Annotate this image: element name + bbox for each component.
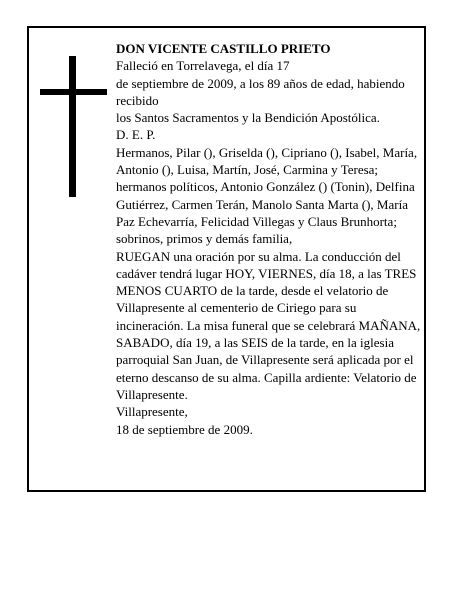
place-line: Villapresente,: [116, 404, 188, 420]
cross-horizontal-bar: [40, 89, 107, 95]
death-announcement-line-1: Falleció en Torrelavega, el día 17: [116, 58, 290, 74]
family-paragraph: Hermanos, Pilar (), Griselda (), Cipriano (), Isabel, María, Antonio (), Luisa, Martín, José, Carmina y Teresa; hermanos políticos, Antonio González () (Tonin), Delfina Gutiérrez, Carmen Terán, Manolo Santa Marta (), María Paz Echevarría, Felicidad Villegas y Claus Brunhorta; sobrinos, primos y demás familia,: [116, 144, 418, 247]
ceremony-paragraph: RUEGAN una oración por su alma. La conducción del cadáver tendrá lugar HOY, VIERNES, día 18, a las TRES MENOS CUARTO de la tarde, desde el velatorio de Villapresente al cementerio de Ciriego para su incineración. La misa funeral que se celebrará MAÑANA, SABADO, día 19, a las SEIS de la tarde, en la iglesia parroquial San Juan, de Villapresente será aplicada por el eterno descanso de su alma. Capilla ardiente: Velatorio de Villapresente.: [116, 248, 421, 402]
deceased-name: DON VICENTE CASTILLO PRIETO: [116, 41, 331, 56]
cross-vertical-bar: [69, 56, 76, 197]
date-line: 18 de septiembre de 2009.: [116, 421, 253, 437]
obituary-notice: [27, 26, 426, 492]
notice-text: [116, 40, 421, 438]
death-announcement-line-2: de septiembre de 2009, a los 89 años de edad, habiendo recibido: [116, 75, 405, 108]
sacraments-line: los Santos Sacramentos y la Bendición Apostólica.: [116, 110, 380, 126]
rip-line: D. E. P.: [116, 127, 156, 143]
